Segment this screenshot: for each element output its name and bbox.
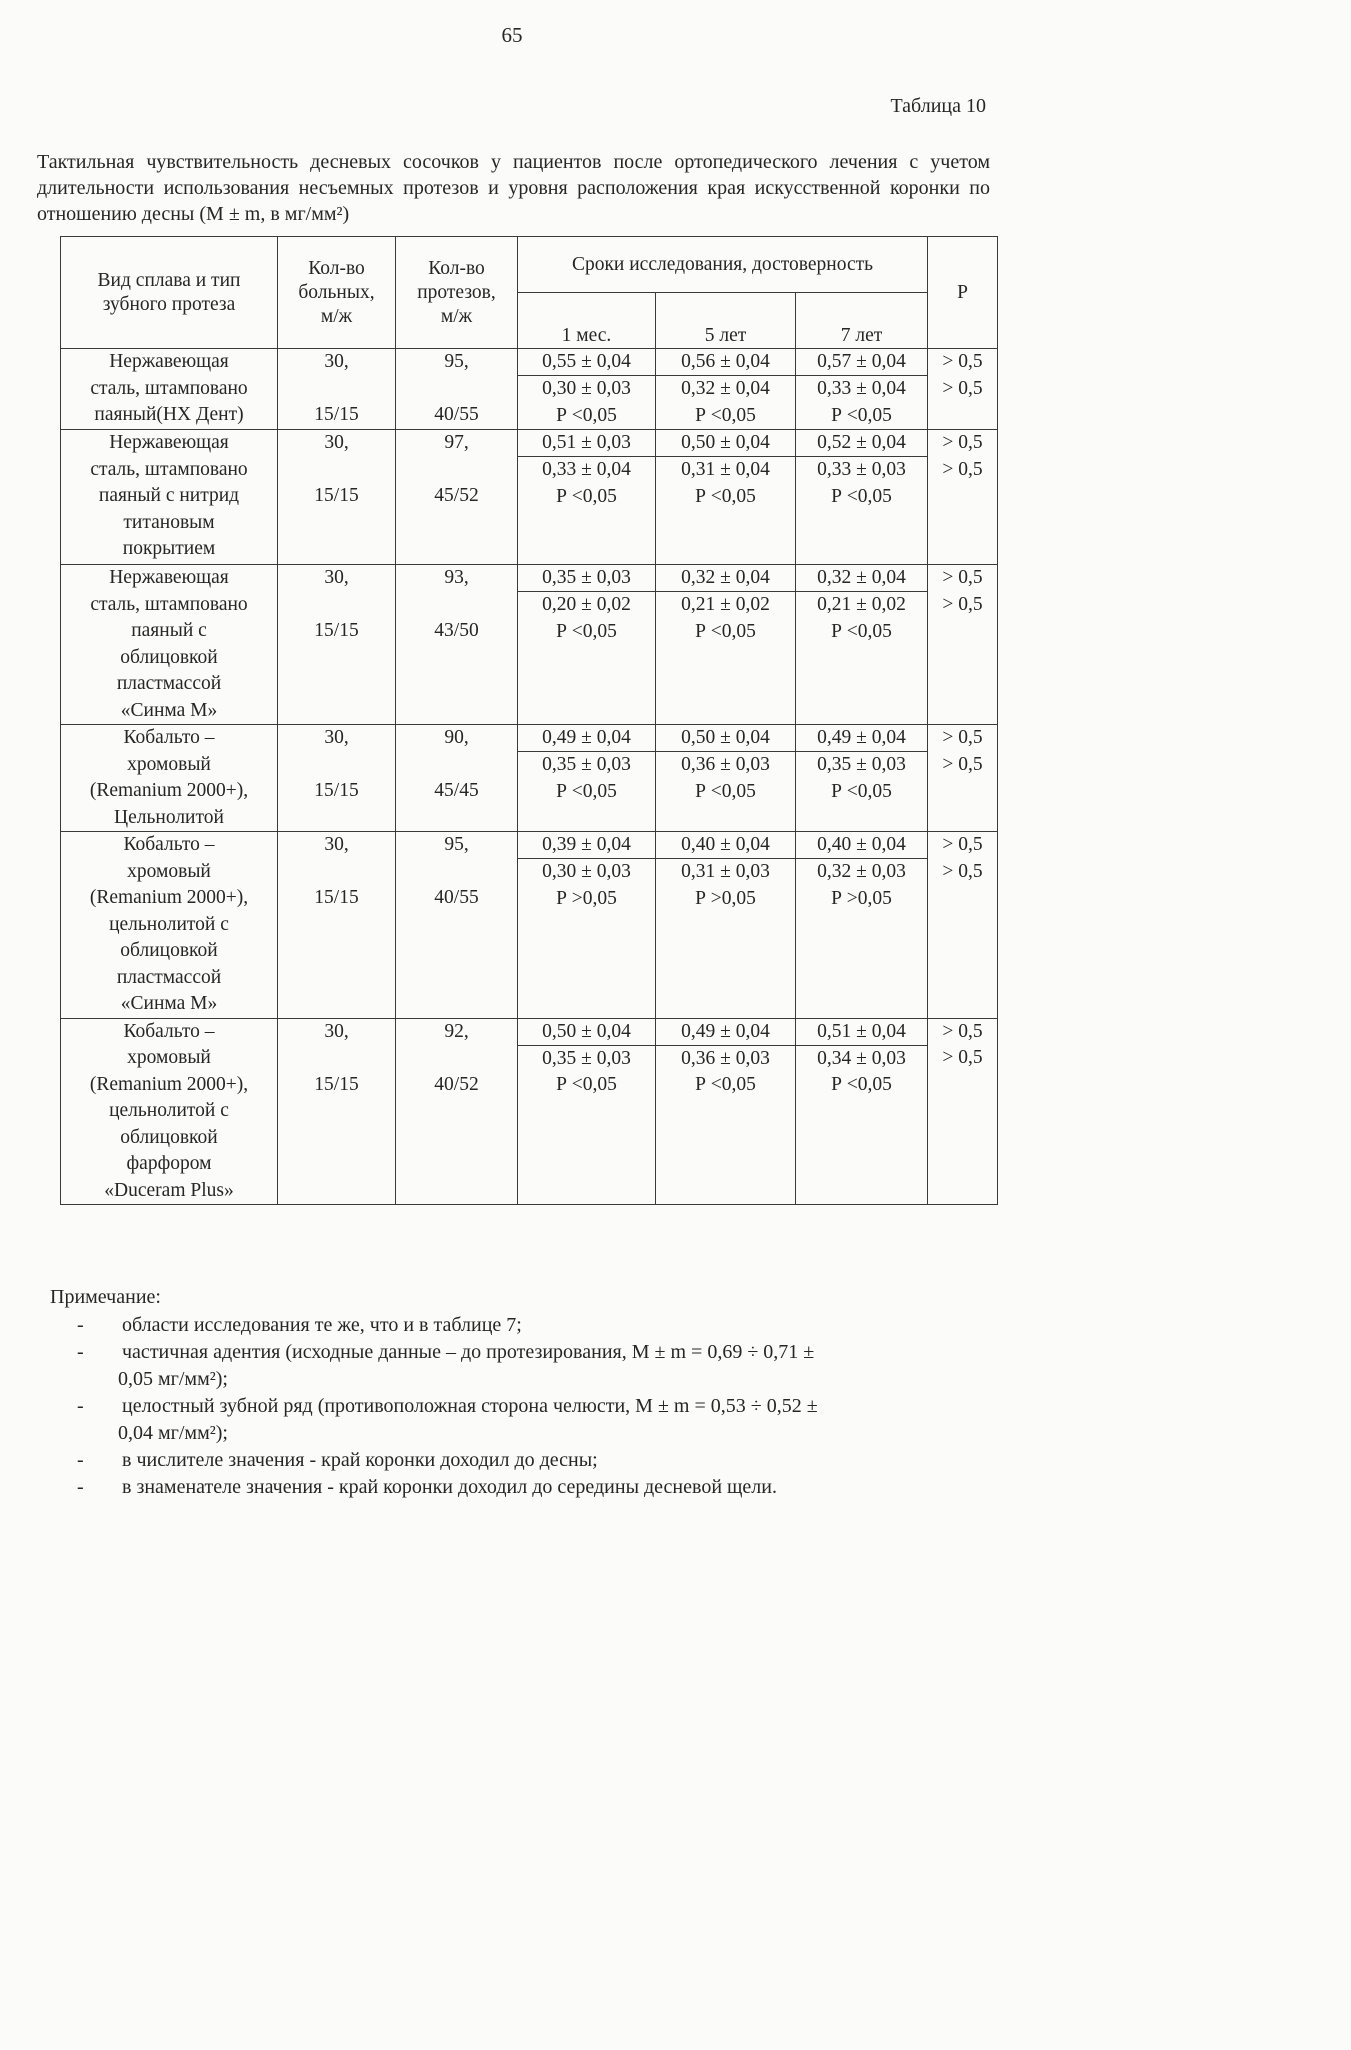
- spacer: [280, 592, 393, 619]
- header-periods: Сроки исследования, достоверность: [518, 237, 928, 293]
- denominator-value: 0,32 ± 0,03: [817, 861, 906, 882]
- denominator-value: 0,33 ± 0,03: [817, 459, 906, 480]
- period-cell: [796, 832, 928, 1019]
- header-alloy-line: зубного протеза: [102, 293, 236, 315]
- header-patients-line: больных,: [298, 281, 375, 303]
- period-cell: [518, 725, 656, 832]
- alloy-cell: [61, 349, 278, 430]
- page-number: 65: [501, 23, 523, 47]
- spacer: [280, 859, 393, 886]
- table-caption: Тактильная чувствительность десневых сосочков у пациентов после ортопедического лечения с учетом длительности использования несъемных протезов и уровня расположения края искусственной коронки по отношению десны (М ± m, в мг/мм²): [37, 151, 990, 225]
- denominator-value: 0,34 ± 0,03: [817, 1047, 906, 1069]
- alloy-line: Нержавеющая: [109, 432, 229, 453]
- significance-value: Р <0,05: [831, 1074, 892, 1095]
- period-cell: [796, 725, 928, 832]
- note-text: 0,05 мг/мм²);: [118, 1368, 228, 1390]
- spacer: [398, 859, 515, 886]
- alloy-line: Кобальто –: [123, 727, 215, 748]
- alloy-line: паяный с нитрид: [98, 485, 240, 506]
- period-cell: [656, 1018, 796, 1205]
- note-dash: -: [77, 1341, 84, 1363]
- period-cell: [518, 565, 656, 725]
- numerator-value: 0,50 ± 0,04: [656, 430, 795, 457]
- patients-cell-total: 30,: [324, 351, 349, 372]
- numerator-value: 0,32 ± 0,04: [796, 565, 927, 592]
- significance-value: Р <0,05: [695, 780, 756, 802]
- note-dash: -: [77, 1395, 84, 1417]
- prostheses-cell: [396, 725, 518, 832]
- denominator-value: 0,35 ± 0,03: [542, 754, 631, 775]
- denominator-value: 0,33 ± 0,04: [817, 378, 906, 399]
- alloy-line: Кобальто –: [123, 1020, 215, 1042]
- period-cell: [796, 349, 928, 430]
- spacer: [280, 376, 393, 403]
- significance-value: Р <0,05: [556, 485, 617, 507]
- p-cell: [928, 349, 998, 430]
- prostheses-cell: [396, 1018, 518, 1205]
- alloy-line: паяный(НХ Дент): [94, 404, 244, 425]
- prostheses-cell-total: 90,: [444, 727, 469, 748]
- table-row: [61, 349, 998, 430]
- numerator-value: 0,51 ± 0,04: [796, 1019, 927, 1046]
- denominator-value: 0,20 ± 0,02: [542, 594, 631, 615]
- numerator-value: 0,39 ± 0,04: [518, 832, 655, 859]
- prostheses-cell: [396, 565, 518, 725]
- significance-value: Р <0,05: [831, 404, 892, 426]
- p-value: > 0,5: [942, 860, 983, 882]
- significance-value: Р <0,05: [695, 485, 756, 507]
- alloy-line: сталь, штамповано: [90, 377, 248, 399]
- period-cell: [656, 430, 796, 565]
- alloy-line: «Синма М»: [120, 699, 218, 721]
- numerator-value: 0,50 ± 0,04: [518, 1019, 655, 1046]
- note-text: 0,04 мг/мм²);: [118, 1422, 228, 1444]
- alloy-line: Кобальто –: [123, 834, 215, 855]
- alloy-line: паяный с: [131, 620, 207, 641]
- alloy-line: облицовкой: [120, 646, 218, 668]
- denominator-value: 0,36 ± 0,03: [681, 754, 770, 775]
- note-dash: -: [77, 1314, 84, 1336]
- note-item: [50, 1393, 970, 1447]
- alloy-line: цельнолитой с: [109, 1100, 229, 1121]
- period-cell: [796, 430, 928, 565]
- table-row: [61, 430, 998, 565]
- alloy-line: фарфором: [126, 1153, 212, 1174]
- p-value: > 0,5: [942, 432, 983, 453]
- period-cell: [656, 565, 796, 725]
- denominator-value: 0,21 ± 0,02: [817, 594, 906, 615]
- alloy-line: «Duceram Plus»: [104, 1179, 234, 1201]
- prostheses-cell: [396, 349, 518, 430]
- significance-value: Р >0,05: [556, 887, 617, 909]
- alloy-line: Нержавеющая: [109, 351, 229, 372]
- spacer: [280, 752, 393, 779]
- significance-value: Р <0,05: [556, 1074, 617, 1095]
- significance-value: Р <0,05: [556, 780, 617, 802]
- p-cell: [928, 565, 998, 725]
- prostheses-cell-mf: 40/55: [434, 404, 479, 425]
- spacer: [280, 1045, 393, 1072]
- numerator-value: 0,49 ± 0,04: [796, 725, 927, 752]
- numerator-value: 0,40 ± 0,04: [796, 832, 927, 859]
- denominator-value: 0,30 ± 0,03: [542, 378, 631, 399]
- spacer: [280, 457, 393, 484]
- significance-value: Р <0,05: [556, 404, 617, 426]
- alloy-line: пластмассой: [116, 673, 222, 694]
- prostheses-cell-mf: 40/55: [434, 887, 479, 908]
- period-cell: [518, 832, 656, 1019]
- notes-title: Примечание:: [50, 1286, 161, 1308]
- significance-value: Р >0,05: [831, 887, 892, 909]
- note-dash: -: [77, 1449, 84, 1471]
- alloy-line: хромовый: [127, 753, 211, 775]
- alloy-line: Нержавеющая: [109, 567, 229, 588]
- numerator-value: 0,51 ± 0,03: [518, 430, 655, 457]
- denominator-value: 0,21 ± 0,02: [681, 594, 770, 615]
- spacer: [398, 752, 515, 779]
- denominator-value: 0,31 ± 0,04: [681, 459, 770, 480]
- prostheses-cell-mf: 45/45: [434, 780, 479, 801]
- period-cell: [656, 725, 796, 832]
- patients-cell-total: 30,: [324, 727, 349, 748]
- note-text: области исследования те же, что и в таблице 7;: [122, 1314, 522, 1336]
- note-item: [50, 1474, 970, 1501]
- p-value: > 0,5: [942, 753, 983, 775]
- numerator-value: 0,40 ± 0,04: [656, 832, 795, 859]
- alloy-cell: [61, 1018, 278, 1205]
- patients-cell-mf: 15/15: [314, 404, 359, 425]
- prostheses-cell-total: 95,: [444, 351, 469, 372]
- significance-value: Р <0,05: [556, 620, 617, 642]
- alloy-line: титановым: [123, 511, 215, 533]
- significance-value: Р <0,05: [831, 780, 892, 802]
- header-p: Р: [928, 237, 998, 349]
- numerator-value: 0,49 ± 0,04: [518, 725, 655, 752]
- prostheses-cell-total: 92,: [444, 1020, 469, 1042]
- alloy-cell: [61, 430, 278, 565]
- patients-cell-mf: 15/15: [314, 620, 359, 641]
- prostheses-cell: [396, 430, 518, 565]
- note-text: в знаменателе значения - край коронки доходил до середины десневой щели.: [122, 1476, 777, 1498]
- patients-cell: [278, 1018, 396, 1205]
- alloy-line: (Remanium 2000+),: [89, 1073, 249, 1095]
- numerator-value: 0,32 ± 0,04: [656, 565, 795, 592]
- alloy-line: хромовый: [127, 1047, 211, 1068]
- prostheses-cell-total: 93,: [444, 567, 469, 588]
- spacer: [398, 1045, 515, 1072]
- note-text: целостный зубной ряд (противоположная сторона челюсти, М ± m = 0,53 ÷ 0,52 ±: [122, 1395, 818, 1417]
- p-value: > 0,5: [942, 567, 983, 588]
- table-row: [61, 565, 998, 725]
- numerator-value: 0,49 ± 0,04: [656, 1019, 795, 1046]
- table-body: [61, 349, 998, 1205]
- table-row: [61, 1018, 998, 1205]
- spacer: [398, 592, 515, 619]
- patients-cell: [278, 832, 396, 1019]
- p-value: > 0,5: [942, 834, 983, 855]
- alloy-line: облицовкой: [120, 940, 218, 961]
- alloy-line: хромовый: [127, 860, 211, 882]
- header-prostheses: [396, 237, 518, 349]
- denominator-value: 0,33 ± 0,04: [542, 459, 631, 480]
- period-cell: [656, 349, 796, 430]
- p-cell: [928, 1018, 998, 1205]
- p-cell: [928, 725, 998, 832]
- table-header: [61, 237, 998, 349]
- patients-cell: [278, 349, 396, 430]
- note-item: [50, 1312, 970, 1339]
- significance-value: Р <0,05: [831, 485, 892, 507]
- alloy-cell: [61, 565, 278, 725]
- denominator-value: 0,35 ± 0,03: [817, 754, 906, 775]
- patients-cell: [278, 725, 396, 832]
- note-text: частичная адентия (исходные данные – до протезирования, М ± m = 0,69 ÷ 0,71 ±: [122, 1341, 815, 1363]
- data-table: [60, 236, 998, 1205]
- header-patients-line: Кол-во: [308, 257, 365, 279]
- patients-cell: [278, 565, 396, 725]
- alloy-line: Цельнолитой: [114, 806, 224, 828]
- significance-value: Р <0,05: [695, 620, 756, 642]
- period-cell: [796, 565, 928, 725]
- p-value: > 0,5: [942, 351, 983, 372]
- period-cell: [656, 832, 796, 1019]
- header-years5: 5 лет: [656, 293, 796, 349]
- numerator-value: 0,35 ± 0,03: [518, 565, 655, 592]
- numerator-value: 0,56 ± 0,04: [656, 349, 795, 376]
- patients-cell: [278, 430, 396, 565]
- prostheses-cell: [396, 832, 518, 1019]
- patients-cell-mf: 15/15: [314, 1073, 359, 1095]
- alloy-line: цельнолитой с: [109, 913, 229, 935]
- denominator-value: 0,30 ± 0,03: [542, 861, 631, 882]
- header-alloy: [61, 237, 278, 349]
- patients-cell-mf: 15/15: [314, 780, 359, 801]
- p-value: > 0,5: [942, 458, 983, 480]
- note-item: [50, 1447, 970, 1474]
- patients-cell-total: 30,: [324, 1020, 349, 1042]
- header-prostheses-line: м/ж: [440, 305, 473, 327]
- patients-cell-total: 30,: [324, 432, 349, 453]
- header-prostheses-line: протезов,: [417, 281, 496, 303]
- numerator-value: 0,57 ± 0,04: [796, 349, 927, 376]
- period-cell: [518, 349, 656, 430]
- alloy-line: «Синма М»: [120, 993, 218, 1014]
- table-row: [61, 832, 998, 1019]
- denominator-value: 0,32 ± 0,04: [681, 378, 770, 399]
- p-value: > 0,5: [942, 593, 983, 615]
- p-cell: [928, 430, 998, 565]
- alloy-line: сталь, штамповано: [90, 458, 248, 480]
- header-alloy-line: Вид сплава и тип: [97, 269, 241, 291]
- alloy-cell: [61, 725, 278, 832]
- p-value: > 0,5: [942, 1020, 983, 1042]
- header-prostheses-line: Кол-во: [428, 257, 485, 279]
- patients-cell-mf: 15/15: [314, 485, 359, 506]
- alloy-line: облицовкой: [120, 1126, 218, 1148]
- denominator-value: 0,35 ± 0,03: [542, 1047, 631, 1069]
- prostheses-cell-mf: 40/52: [434, 1073, 479, 1095]
- significance-value: Р <0,05: [695, 1074, 756, 1095]
- period-cell: [796, 1018, 928, 1205]
- numerator-value: 0,50 ± 0,04: [656, 725, 795, 752]
- patients-cell-total: 30,: [324, 567, 349, 588]
- significance-value: Р <0,05: [695, 404, 756, 426]
- prostheses-cell-total: 95,: [444, 834, 469, 855]
- spacer: [398, 457, 515, 484]
- denominator-value: 0,31 ± 0,03: [681, 861, 770, 882]
- note-dash: -: [77, 1476, 84, 1498]
- alloy-line: (Remanium 2000+),: [89, 780, 249, 801]
- alloy-cell: [61, 832, 278, 1019]
- alloy-line: покрытием: [122, 538, 216, 559]
- alloy-line: пластмассой: [116, 966, 222, 988]
- prostheses-cell-mf: 43/50: [434, 620, 479, 641]
- period-cell: [518, 430, 656, 565]
- prostheses-cell-total: 97,: [444, 432, 469, 453]
- header-years7: 7 лет: [796, 293, 928, 349]
- p-cell: [928, 832, 998, 1019]
- table-label: Таблица 10: [890, 95, 986, 117]
- patients-cell-total: 30,: [324, 834, 349, 855]
- patients-cell-mf: 15/15: [314, 887, 359, 908]
- table-row: [61, 725, 998, 832]
- numerator-value: 0,55 ± 0,04: [518, 349, 655, 376]
- alloy-line: сталь, штамповано: [90, 593, 248, 615]
- denominator-value: 0,36 ± 0,03: [681, 1047, 770, 1069]
- header-month1: 1 мес.: [518, 293, 656, 349]
- alloy-line: (Remanium 2000+),: [89, 887, 249, 908]
- p-value: > 0,5: [942, 727, 983, 748]
- notes: [50, 1282, 970, 1501]
- header-patients: [278, 237, 396, 349]
- significance-value: Р >0,05: [695, 887, 756, 909]
- period-cell: [518, 1018, 656, 1205]
- note-item: [50, 1339, 970, 1393]
- note-text: в числителе значения - край коронки доходил до десны;: [122, 1449, 598, 1471]
- spacer: [398, 376, 515, 403]
- prostheses-cell-mf: 45/52: [434, 485, 479, 506]
- header-patients-line: м/ж: [320, 305, 353, 327]
- numerator-value: 0,52 ± 0,04: [796, 430, 927, 457]
- significance-value: Р <0,05: [831, 620, 892, 642]
- p-value: > 0,5: [942, 377, 983, 399]
- p-value: > 0,5: [942, 1047, 983, 1068]
- notes-list: [50, 1312, 970, 1501]
